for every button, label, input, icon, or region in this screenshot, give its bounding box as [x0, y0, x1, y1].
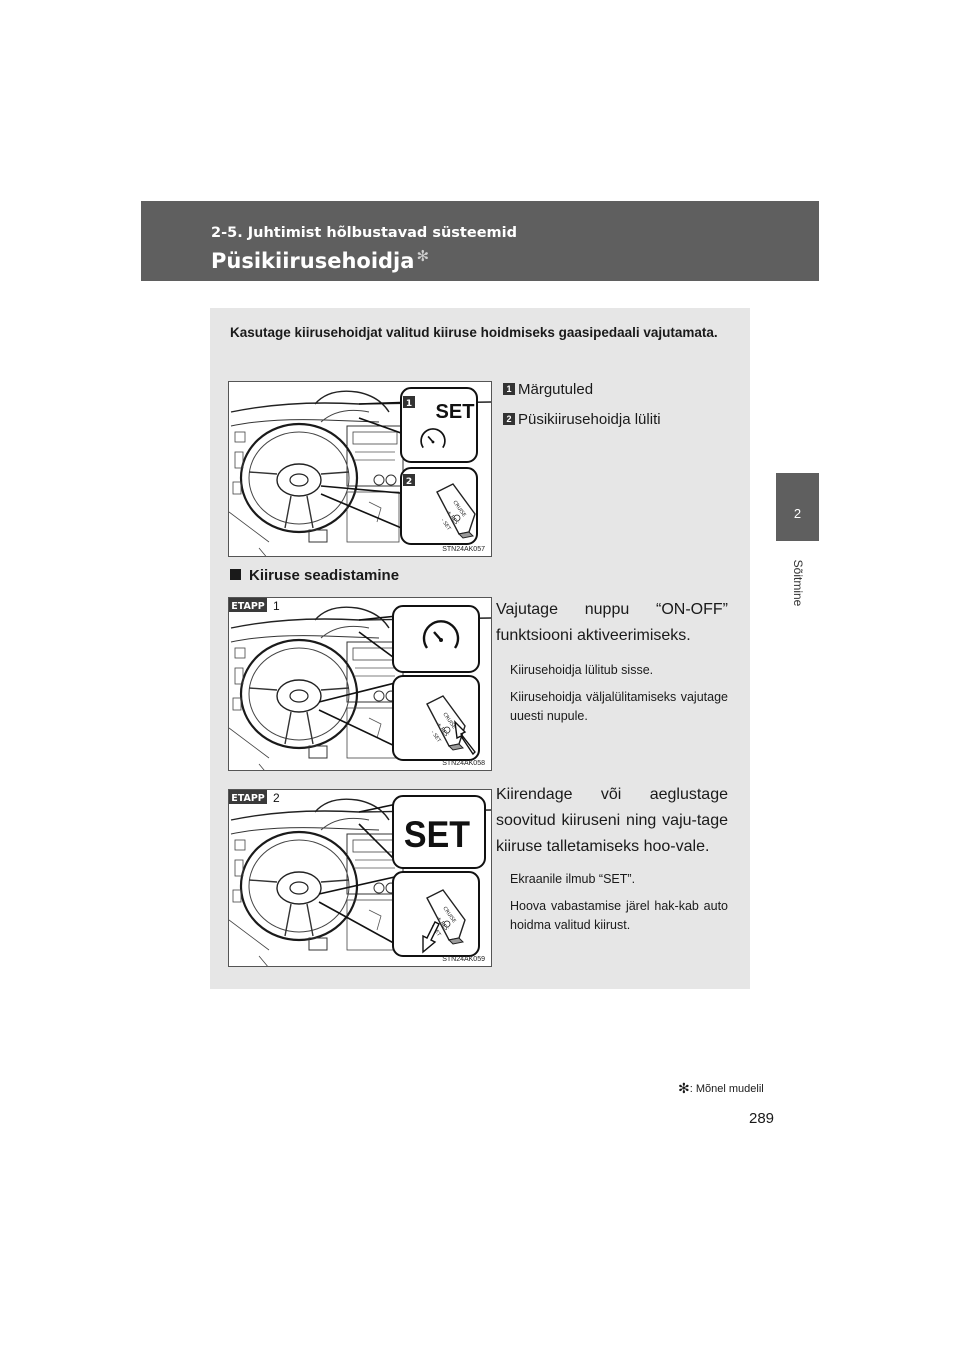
chapter-name: Sõitmine [791, 559, 805, 607]
content-panel [210, 308, 750, 989]
set-indicator-text: SET [403, 813, 471, 856]
step-1-illustration [229, 598, 491, 770]
intro-text: Kasutage kiirusehoidjat valitud kiiruse hoidmiseks gaasipedaali vajutamata. [230, 325, 718, 340]
page-number: 289 [749, 1110, 775, 1127]
figure-code: STN24AK059 [442, 956, 485, 963]
figure-step-2 [228, 789, 492, 967]
asterisk-icon: ✻ [416, 247, 430, 265]
square-bullet-icon: 2 [503, 413, 515, 425]
legend-item [503, 374, 661, 404]
footnote-text: : Mõnel mudelil [689, 1083, 764, 1095]
page-title [211, 247, 429, 273]
legend-label: Püsikiirusehoidja lüliti [518, 410, 661, 428]
legend-label: Märgutuled [518, 380, 594, 398]
callout-1: 1 [405, 399, 413, 409]
step-1-text [496, 597, 728, 726]
subheading [230, 567, 399, 584]
chapter-number: 2 [793, 506, 802, 521]
page-title-text: Püsikiirusehoidja [211, 249, 415, 273]
square-bullet-icon [230, 569, 241, 580]
step-badge: ETAPP [231, 793, 265, 804]
legend-item [503, 404, 661, 434]
step-note: Kiirusehoidja lülitub sisse. [510, 663, 654, 677]
overview-illustration [229, 382, 491, 556]
chapter-side-label [784, 548, 812, 618]
step-2-illustration [229, 790, 491, 966]
square-bullet-icon: 1 [503, 383, 515, 395]
step-number: 1 [273, 599, 280, 613]
step-note: Kiirusehoidja väljalülitamiseks vajutage uuesti nupule. [510, 690, 728, 723]
chapter-tab [776, 473, 819, 541]
step-2-text [496, 782, 728, 935]
step-note: Ekraanile ilmub “SET”. [510, 872, 636, 886]
figure-overview [228, 381, 492, 557]
figure-step-1 [228, 597, 492, 771]
figure-legend [503, 374, 661, 434]
section-label: 2-5. Juhtimist hõlbustavad süsteemid [211, 225, 517, 241]
figure-code: STN24AK057 [442, 546, 485, 553]
step-badge: ETAPP [231, 601, 265, 612]
step-note: Hoova vabastamise järel hak-kab auto hoidma valitud kiirust. [510, 899, 728, 932]
page-header [141, 201, 819, 281]
step-number: 2 [273, 791, 280, 805]
set-indicator-text: SET [435, 401, 475, 423]
footnote [678, 1080, 764, 1097]
subheading-text: Kiiruse seadistamine [249, 567, 400, 584]
figure-code: STN24AK058 [442, 760, 485, 767]
step-instruction: Vajutage nuppu “ON-OFF” funktsiooni aktiveerimiseks. [496, 601, 728, 644]
callout-2: 2 [405, 477, 413, 487]
step-instruction: Kiirendage või aeglustage soovitud kiiruseni ning vaju-tage kiiruse talletamiseks hoo-vale. [496, 786, 728, 855]
asterisk-icon: ✻ [678, 1080, 690, 1096]
